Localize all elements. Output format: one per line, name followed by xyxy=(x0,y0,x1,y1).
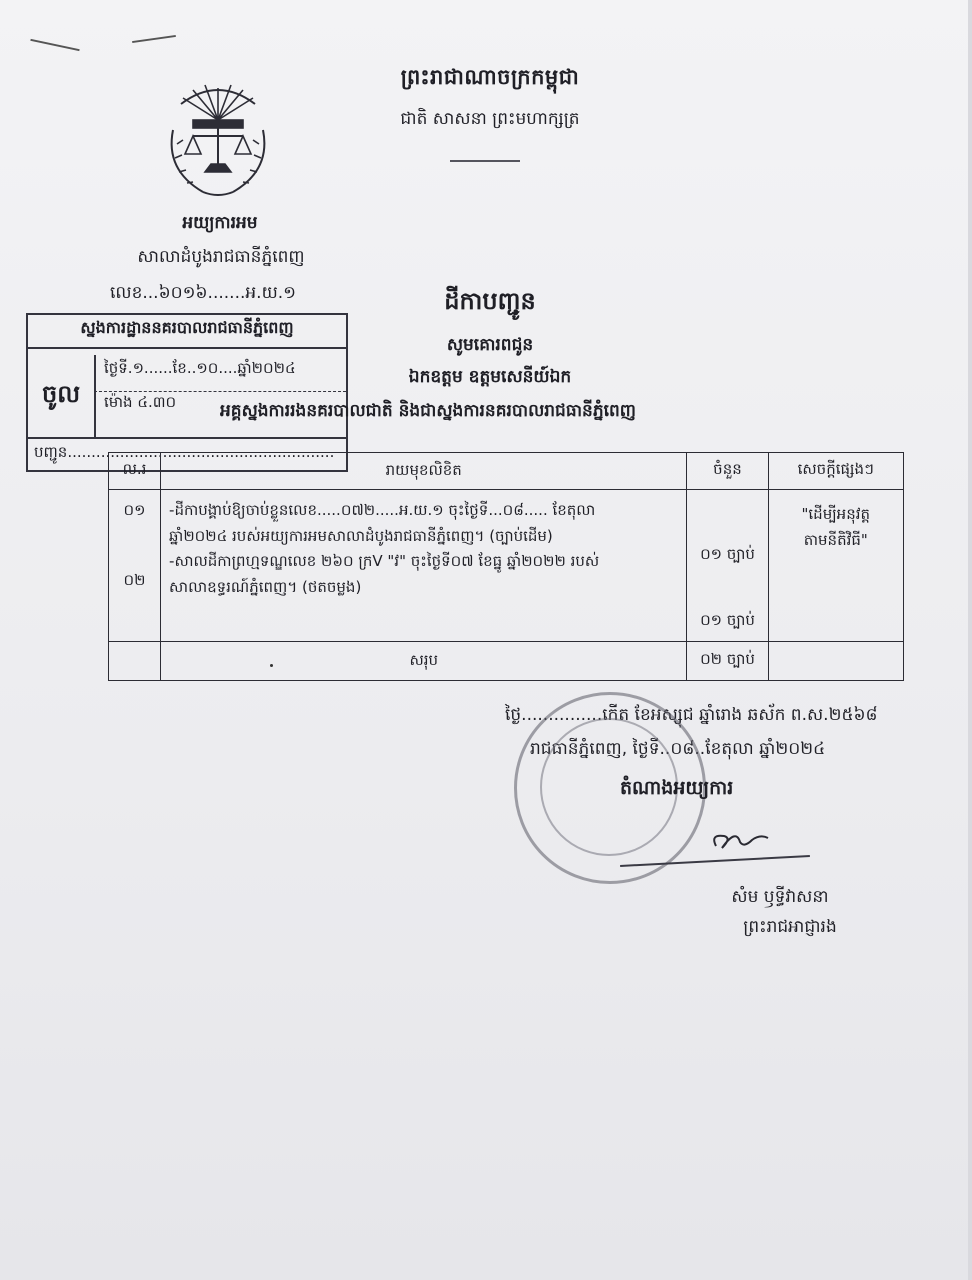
doc-line: -ដីកាបង្គាប់ឱ្យចាប់ខ្លួនលេខ.....០៧២.....អ.យ.១ ចុះថ្ងៃទី...០៨..... ខែតុលា xyxy=(169,501,596,519)
empty-cell xyxy=(109,642,161,681)
stamp-time: ម៉ោង ៤.៣០ xyxy=(104,393,177,411)
row-numbers xyxy=(109,490,161,642)
stamp-in-label: ចូល xyxy=(28,355,96,439)
quantity-value: ០១ ច្បាប់ xyxy=(700,610,755,629)
total-label: សរុប xyxy=(161,642,687,681)
stamp-divider xyxy=(94,391,346,392)
doc-line: សាលាឧទ្ធរណ៍ភ្នំពេញ។ (ថតចម្លង) xyxy=(169,577,362,596)
signer-name: សំម ឫទ្ធីវាសនា xyxy=(731,887,829,907)
court-emblem-icon xyxy=(163,80,273,200)
col-header-notes: សេចក្តីផ្សេងៗ xyxy=(768,453,903,490)
note-line: "ដើម្បីអនុវត្ត xyxy=(801,505,871,523)
total-quantity: ០២ ច្បាប់ xyxy=(687,642,768,681)
prosecutor-office: អយ្យការអម xyxy=(182,213,258,233)
col-header-quantity: ចំនួន xyxy=(687,453,768,490)
signatory-role: តំណាងអយ្យការ xyxy=(620,777,734,799)
stamp-title: ស្នងការដ្ឋាននគរបាលរាជធានីភ្នំពេញ xyxy=(28,317,346,349)
document-title: ដីកាបញ្ជូន xyxy=(444,287,536,315)
header-divider xyxy=(450,160,520,162)
signer-title: ព្រះរាជអាជ្ញារង xyxy=(743,917,837,937)
salutation: សូមគោរពជូន xyxy=(446,335,534,355)
pen-mark xyxy=(30,39,79,51)
recipient-detail: អគ្គស្នងការរងនគរបាលជាតិ និងជាស្នងការនគរបាលរាជធានីភ្នំពេញ xyxy=(220,401,636,421)
row-descriptions xyxy=(161,490,687,642)
note-line: តាមនីតិវិធី" xyxy=(803,530,868,549)
court-name: សាលាដំបូងរាជធានីភ្នំពេញ xyxy=(137,247,305,267)
row-quantities xyxy=(687,490,768,642)
doc-line: ឆ្នាំ២០២៤ របស់អយ្យការអមសាលាដំបូងរាជធានីភ្នំពេញ។ (ច្បាប់ដើម) xyxy=(169,526,553,545)
empty-cell xyxy=(768,642,903,681)
row-number: ០១ xyxy=(123,501,146,519)
row-number: ០២ xyxy=(123,570,146,589)
table-total-row xyxy=(109,642,904,681)
recipient-rank: ឯកឧត្តម ឧត្តមសេនីយ៍ឯក xyxy=(408,367,572,387)
reception-stamp xyxy=(26,313,348,472)
pen-mark xyxy=(132,35,176,43)
table-row xyxy=(109,490,904,642)
quantity-value: ០១ ច្បាប់ xyxy=(700,545,755,563)
kingdom-title: ព្រះរាជាណាចក្រកម្ពុជា xyxy=(400,65,580,89)
document-list-table xyxy=(108,452,904,681)
ink-dot xyxy=(270,664,273,667)
place-and-date: រាជធានីភ្នំពេញ, ថ្ងៃទី..០៨..ខែតុលា ឆ្នាំ២០២៤ xyxy=(530,739,826,759)
lunar-date: ថ្ងៃ...............កើត ខែអស្សុជ ឆ្នាំរោង ឆស័ក ព.ស.២៥៦៨ xyxy=(505,705,878,725)
col-header-no: ល.រ xyxy=(109,453,161,490)
col-header-documents: រាយមុខលិខិត xyxy=(161,453,687,490)
table-header-row xyxy=(109,453,904,490)
stamp-register: បញ្ជូន........................................................ xyxy=(34,443,335,461)
reference-number: លេខ...៦០១៦.......អ.យ.១ xyxy=(110,283,297,303)
row-note xyxy=(768,490,903,642)
stamp-date: ថ្ងៃទី.១......ខែ..១០....ឆ្នាំ២០២៤ xyxy=(104,359,296,377)
national-motto: ជាតិ សាសនា ព្រះមហាក្សត្រ xyxy=(400,109,580,129)
doc-line: -សាលដីកាព្រហ្មទណ្ឌលេខ ២៦០ ក្រV "វ" ចុះថ្ងៃទី០៧ ខែធ្នូ ឆ្នាំ២០២២ របស់ xyxy=(169,552,600,570)
stamp-divider xyxy=(28,437,346,439)
signature-icon xyxy=(706,820,776,860)
